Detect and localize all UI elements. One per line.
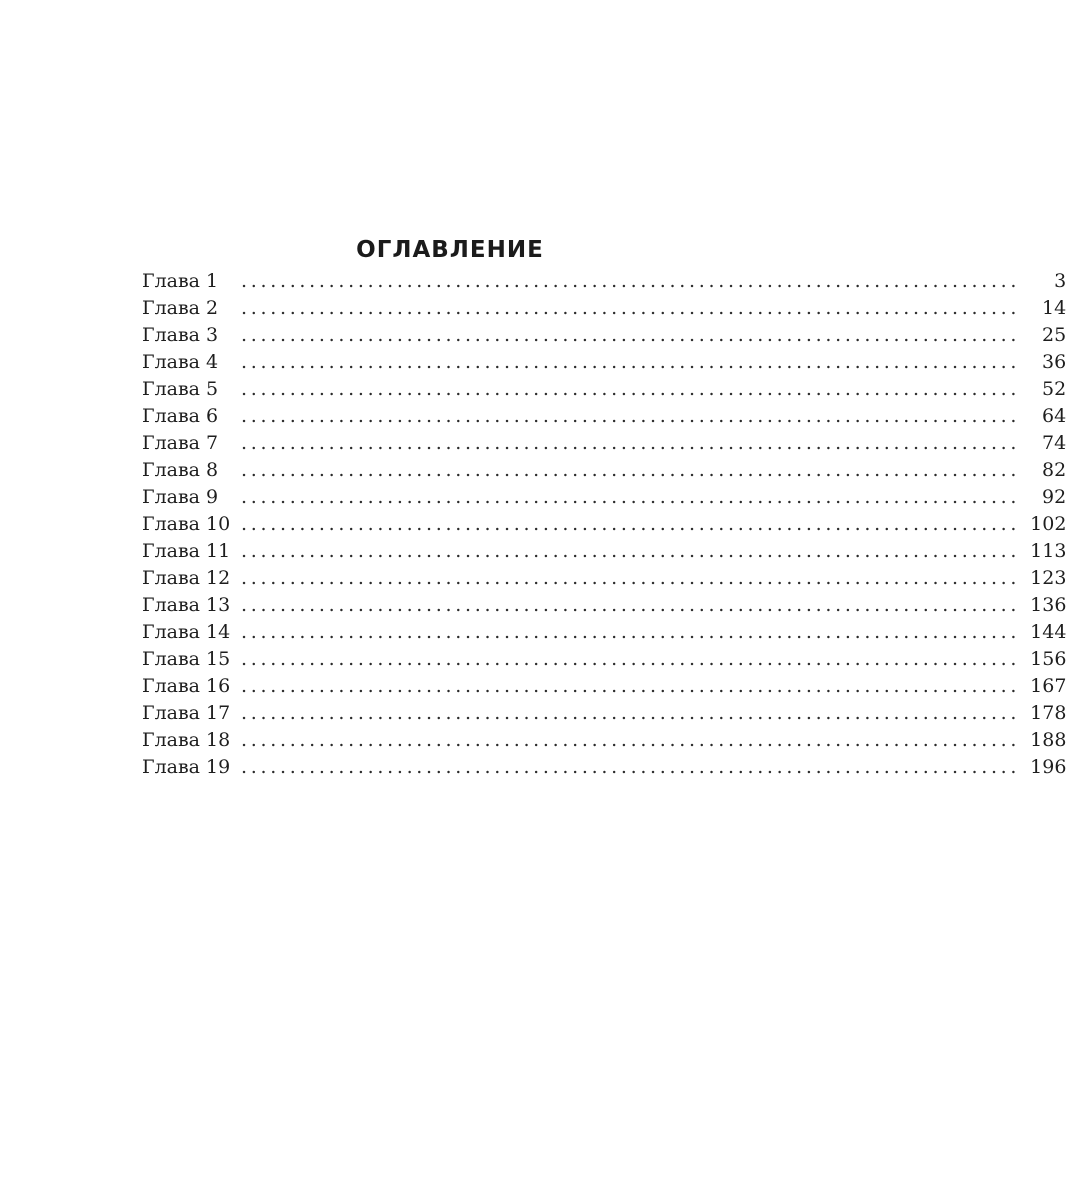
- toc-dot-leader: ................................................................................: [241, 756, 1021, 778]
- toc-dot-leader: ................................................................................: [241, 540, 1021, 562]
- toc-dot-leader: ................................................................................: [241, 675, 1021, 697]
- toc-page-number: 82: [1041, 459, 1066, 481]
- toc-entry[interactable]: [142, 592, 1066, 619]
- toc-dot-leader: ................................................................................: [241, 405, 1021, 427]
- toc-chapter-label: Глава 13: [142, 594, 231, 616]
- table-of-contents: [142, 268, 1066, 781]
- toc-chapter-label: Глава 18: [142, 729, 231, 751]
- toc-page-number: 113: [1030, 540, 1066, 562]
- toc-entry[interactable]: [142, 457, 1066, 484]
- toc-page-number: 36: [1041, 351, 1066, 373]
- toc-dot-leader: ................................................................................: [241, 432, 1021, 454]
- toc-entry[interactable]: [142, 268, 1066, 295]
- toc-entry[interactable]: [142, 727, 1066, 754]
- toc-page-number: 136: [1030, 594, 1066, 616]
- toc-page-number: 14: [1041, 297, 1066, 319]
- toc-entry[interactable]: [142, 376, 1066, 403]
- toc-chapter-label: Глава 7: [142, 432, 219, 454]
- toc-chapter-label: Глава 2: [142, 297, 219, 319]
- toc-chapter-label: Глава 12: [142, 567, 231, 589]
- toc-chapter-label: Глава 17: [142, 702, 231, 724]
- toc-chapter-label: Глава 1: [142, 270, 219, 292]
- toc-dot-leader: ................................................................................: [241, 621, 1021, 643]
- toc-entry[interactable]: [142, 295, 1066, 322]
- toc-page-number: 102: [1030, 513, 1066, 535]
- toc-dot-leader: ................................................................................: [241, 270, 1021, 292]
- toc-chapter-label: Глава 14: [142, 621, 231, 643]
- toc-dot-leader: ................................................................................: [241, 459, 1021, 481]
- toc-dot-leader: ................................................................................: [241, 486, 1021, 508]
- toc-page-number: 64: [1041, 405, 1066, 427]
- toc-page-number: 167: [1030, 675, 1066, 697]
- toc-entry[interactable]: [142, 619, 1066, 646]
- toc-dot-leader: ................................................................................: [241, 702, 1021, 724]
- toc-dot-leader: ................................................................................: [241, 513, 1021, 535]
- toc-page-number: 74: [1041, 432, 1066, 454]
- toc-dot-leader: ................................................................................: [241, 567, 1021, 589]
- toc-entry[interactable]: [142, 511, 1066, 538]
- toc-dot-leader: ................................................................................: [241, 324, 1021, 346]
- toc-page-number: 178: [1030, 702, 1066, 724]
- toc-page-number: 144: [1030, 621, 1066, 643]
- toc-entry[interactable]: [142, 322, 1066, 349]
- toc-page-number: 3: [1054, 270, 1066, 292]
- toc-entry[interactable]: [142, 349, 1066, 376]
- toc-chapter-label: Глава 10: [142, 513, 231, 535]
- toc-chapter-label: Глава 6: [142, 405, 219, 427]
- toc-chapter-label: Глава 8: [142, 459, 219, 481]
- page-title: ОГЛАВЛЕНИЕ: [356, 237, 544, 264]
- toc-entry[interactable]: [142, 538, 1066, 565]
- toc-page-number: 123: [1030, 567, 1066, 589]
- toc-dot-leader: ................................................................................: [241, 648, 1021, 670]
- toc-dot-leader: ................................................................................: [241, 378, 1021, 400]
- toc-page-number: 92: [1041, 486, 1066, 508]
- toc-page-number: 52: [1041, 378, 1066, 400]
- toc-entry[interactable]: [142, 565, 1066, 592]
- toc-chapter-label: Глава 19: [142, 756, 231, 778]
- toc-chapter-label: Глава 15: [142, 648, 231, 670]
- toc-page-number: 188: [1030, 729, 1066, 751]
- toc-chapter-label: Глава 9: [142, 486, 219, 508]
- toc-chapter-label: Глава 16: [142, 675, 231, 697]
- toc-dot-leader: ................................................................................: [241, 729, 1021, 751]
- toc-chapter-label: Глава 3: [142, 324, 219, 346]
- toc-dot-leader: ................................................................................: [241, 351, 1021, 373]
- toc-dot-leader: ................................................................................: [241, 297, 1021, 319]
- toc-dot-leader: ................................................................................: [241, 594, 1021, 616]
- toc-page-number: 196: [1030, 756, 1066, 778]
- toc-entry[interactable]: [142, 484, 1066, 511]
- toc-entry[interactable]: [142, 430, 1066, 457]
- toc-entry[interactable]: [142, 700, 1066, 727]
- toc-entry[interactable]: [142, 403, 1066, 430]
- toc-chapter-label: Глава 5: [142, 378, 219, 400]
- toc-entry[interactable]: [142, 646, 1066, 673]
- toc-chapter-label: Глава 4: [142, 351, 219, 373]
- toc-entry[interactable]: [142, 673, 1066, 700]
- toc-page-number: 25: [1041, 324, 1066, 346]
- toc-chapter-label: Глава 11: [142, 540, 231, 562]
- toc-entry[interactable]: [142, 754, 1066, 781]
- toc-page-number: 156: [1030, 648, 1066, 670]
